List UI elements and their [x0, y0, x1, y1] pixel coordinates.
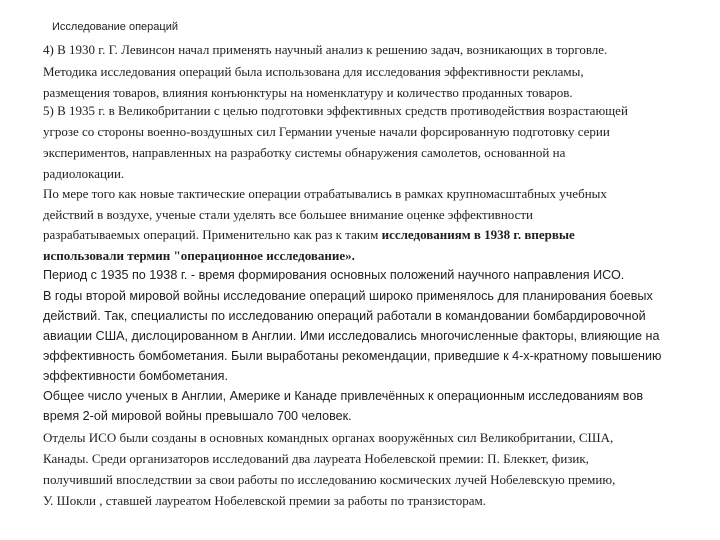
text-line: В годы второй мировой войны исследование операций широко применялось для планирования боевых: [43, 289, 653, 303]
page-header: Исследование операций: [52, 21, 178, 33]
text-line: радиолокации.: [43, 166, 125, 181]
text-line: угрозе со стороны военно-воздушных сил Германии ученые начали форсированную подготовку серии: [43, 124, 610, 139]
text-line: авиации США, дислоцированном в Англии. Ими исследовались многочисленные факторы, влияющие на: [43, 329, 660, 343]
text-line: 5) В 1935 г. в Великобритании с целью подготовки эффективных средств противодействия возрастающей: [43, 103, 628, 118]
text-line: Методика исследования операций была использована для исследования эффективности рекламы,: [43, 64, 584, 79]
text-line: У. Шокли , ставшей лауреатом Нобелевской премии за работы по транзисторам.: [43, 493, 487, 508]
text-line: эффективности бомбометания.: [43, 369, 228, 383]
text-line: получивший впоследствии за свои работы по исследованию космических лучей Нобелевскую премию,: [43, 472, 616, 487]
text-line: По мере того как новые тактические операции отрабатывались в рамках крупномасштабных учебных: [43, 186, 607, 201]
text-line: [43, 246, 355, 266]
bold-span: использовали термин "операционное исследование».: [43, 248, 355, 263]
text-line: действий в воздухе, ученые стали уделять все большее внимание оценке эффективности: [43, 207, 534, 222]
text-line: Канады. Среди организаторов исследований два лауреата Нобелевской премии: П. Блеккет, физик,: [43, 451, 589, 466]
text-line: экспериментов, направленных на разработку системы обнаружения самолетов, основанной на: [43, 145, 566, 160]
text-line: 4) В 1930 г. Г. Левинсон начал применять научный анализ к решению задач, возникающих в торговле.: [43, 42, 608, 57]
text-line: Общее число ученых в Англии, Америке и Канаде привлечённых к операционным исследованиям вов: [43, 389, 644, 403]
text-line: Отделы ИСО были созданы в основных командных органах вооружённых сил Великобритании, США,: [43, 430, 614, 445]
bold-span: исследованиям в 1938 г. впервые: [381, 227, 575, 242]
text-line: действий. Так, специалисты по исследованию операций работали в командовании бомбардировочной: [43, 309, 646, 323]
text-line: Период с 1935 по 1938 г. - время формирования основных положений научного направления ИСО.: [43, 268, 625, 282]
text-line: время 2-ой мировой войны превышало 700 человек.: [43, 409, 352, 423]
text-line: эффективность бомбометания. Были выработаны рекомендации, приведшие к 4-х-кратному повышению: [43, 349, 662, 363]
text-line: размещения товаров, влияния конъюнктуры на номенклатуру и количество проданных товаров.: [43, 85, 573, 100]
text-line: разрабатываемых операций. Применительно как раз к таким исследованиям в 1938 г. впервые: [43, 227, 575, 242]
